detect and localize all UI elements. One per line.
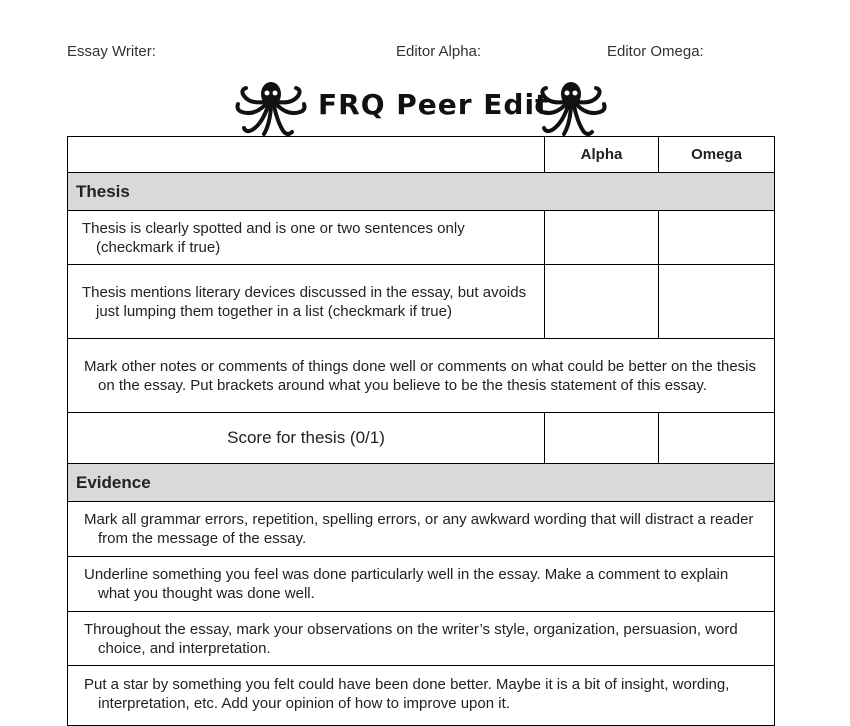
- evidence-instruction: Mark all grammar errors, repetition, spelling errors, or any awkward wording that will distract a reader from the message of the essay.: [68, 502, 775, 557]
- alpha-check-cell[interactable]: [545, 211, 659, 265]
- alpha-score-cell[interactable]: [545, 413, 659, 464]
- score-row: [68, 413, 775, 464]
- section-header-thesis: [68, 173, 775, 211]
- table-row: [68, 612, 775, 666]
- editor-alpha-label: Editor Alpha:: [396, 43, 482, 60]
- table-row: [68, 339, 775, 413]
- table-row: [68, 666, 775, 726]
- omega-check-cell[interactable]: [659, 211, 775, 265]
- omega-check-cell[interactable]: [659, 265, 775, 339]
- thesis-score-label: Score for thesis (0/1): [68, 413, 545, 464]
- column-header-alpha: Alpha: [545, 137, 659, 173]
- octopus-icon: [232, 78, 310, 138]
- peer-edit-table: [67, 136, 775, 726]
- section-header-evidence: [68, 464, 775, 502]
- octopus-icon: [532, 78, 610, 138]
- alpha-check-cell[interactable]: [545, 265, 659, 339]
- criterion-text: Thesis is clearly spotted and is one or two sentences only (checkmark if true): [68, 211, 545, 265]
- column-header-omega: Omega: [659, 137, 775, 173]
- omega-score-cell[interactable]: [659, 413, 775, 464]
- title-banner: [0, 78, 850, 138]
- criterion-text: Thesis mentions literary devices discussed in the essay, but avoids just lumping them together in a list (checkmark if true): [68, 265, 545, 339]
- evidence-instruction: Throughout the essay, mark your observations on the writer’s style, organization, persuasion, word choice, and interpretation.: [68, 612, 775, 666]
- header-blank-cell: [68, 137, 545, 173]
- section-title: Thesis: [68, 173, 775, 211]
- column-header-row: [68, 137, 775, 173]
- table-row: [68, 557, 775, 612]
- essay-writer-label: Essay Writer:: [67, 43, 156, 60]
- page-title: FRQ Peer Edit: [318, 88, 550, 121]
- evidence-instruction: Underline something you feel was done particularly well in the essay. Make a comment to explain what you thought was done well.: [68, 557, 775, 612]
- thesis-notes-instruction: Mark other notes or comments of things done well or comments on what could be better on the thesis on the essay. Put brackets around what you believe to be the thesis statement of this essay.: [68, 339, 775, 413]
- evidence-instruction: Put a star by something you felt could have been done better. Maybe it is a bit of insight, wording, interpretation, etc. Add your opinion of how to improve upon it.: [68, 666, 775, 726]
- section-title: Evidence: [68, 464, 775, 502]
- editor-omega-label: Editor Omega:: [607, 43, 704, 60]
- table-row: [68, 502, 775, 557]
- editor-names-row: [0, 43, 850, 63]
- table-row: [68, 211, 775, 265]
- table-row: [68, 265, 775, 339]
